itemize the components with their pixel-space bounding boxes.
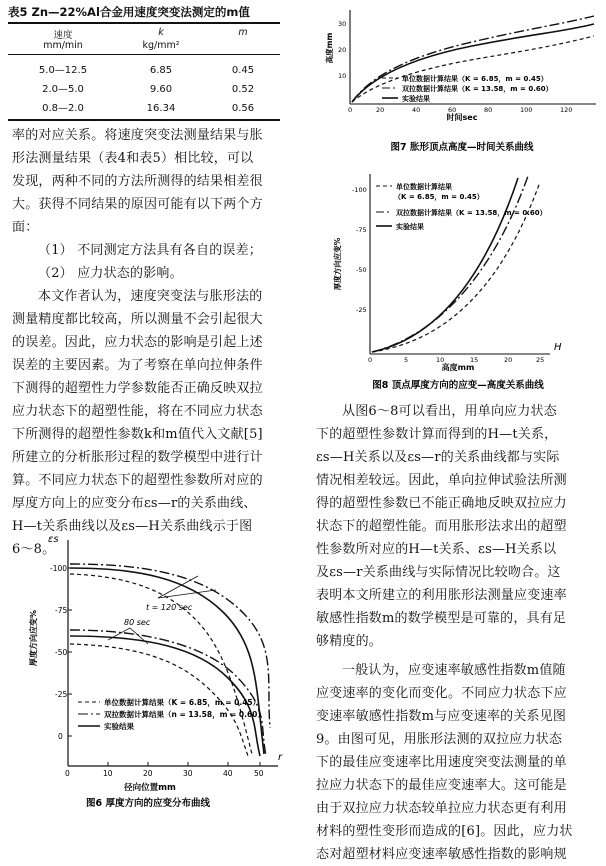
- table-rule-top: [8, 22, 280, 24]
- svg-text:60: 60: [448, 106, 457, 114]
- fig6-caption: 图6 厚度方向的应变分布曲线: [86, 798, 210, 809]
- fig8-legend-item: 双拉数据计算结果（K = 13.58，m = 0.60）: [396, 209, 547, 217]
- svg-text:5: 5: [404, 356, 409, 364]
- svg-text:0: 0: [348, 106, 353, 114]
- svg-text:40: 40: [412, 106, 421, 114]
- svg-text:20: 20: [143, 769, 153, 778]
- right-paragraphs: [316, 400, 600, 866]
- table-header-m: m: [238, 27, 248, 38]
- text-line: 9。由图可见，用胀形法测的双拉应力状态: [316, 732, 563, 747]
- fig6-curve-uniaxial-120: [70, 574, 252, 754]
- svg-text:10: 10: [103, 769, 113, 778]
- text-line: εs—H关系以及εs—r的关系曲线都与实际: [316, 450, 560, 465]
- svg-text:0: 0: [65, 769, 70, 778]
- figure-7: [312, 4, 600, 156]
- fig6-ylabel: 厚度方向应变%: [29, 609, 38, 667]
- fig6-y-symbol: εs: [48, 534, 59, 545]
- text-line: 情况相差较远。因此，单向拉伸试验法所测: [316, 473, 567, 488]
- fig7-legend-item: 实验结果: [402, 95, 430, 103]
- text-line: 下测得的超塑性力学参数能否正确反映双拉: [12, 381, 263, 396]
- text-line: 厚度方向上的应变分布εs—r的关系曲线、: [12, 496, 257, 511]
- fig7-legend-item: 双拉数据计算结果（K = 13.58，m = 0.60）: [402, 85, 553, 93]
- text-line: 下的最佳应变速率比用速度突变法测量的单: [316, 755, 567, 770]
- svg-text:-75: -75: [356, 226, 367, 234]
- table5-title: 表5 Zn—22%Al合金用速度突变法测定的m值: [8, 5, 250, 19]
- fig8-y-ticks: [352, 186, 367, 314]
- svg-text:20: 20: [338, 46, 347, 54]
- text-line: 发现，两种不同的方法所测得的结果相差很: [12, 174, 263, 189]
- left-paragraph-1: [12, 124, 294, 561]
- fig8-curve-exp: [372, 178, 518, 352]
- fig7-caption: 图7 胀形顶点高度—时间关系曲线: [390, 142, 534, 153]
- fig7-xlabel: 时间sec: [446, 113, 478, 122]
- fig6-curve-exp-80: [70, 636, 260, 756]
- text-line: 性参数所对应的H—t关系、εs—H关系以: [316, 542, 557, 557]
- text-line: 变速率敏感性指数m与应变速率的关系见图: [316, 709, 567, 724]
- svg-text:30: 30: [338, 20, 347, 28]
- text-line: 面：: [12, 220, 39, 235]
- text-line: 材料的塑性变形而造成的[6]。因此，应力状: [316, 824, 573, 839]
- svg-text:-25: -25: [356, 306, 367, 314]
- text-line: 拉应力状态下的最佳应变速率大。这可能是: [316, 778, 567, 793]
- text-line: 及εs—r关系曲线与实际情况比较吻合。这: [316, 565, 561, 580]
- fig8-caption: 图8 顶点厚度方向的应变—高度关系曲线: [372, 380, 544, 391]
- table-header-k-unit: kg/mm²: [142, 40, 180, 51]
- text-line: 形法测量结果（表4和表5）相比较，可以: [12, 151, 254, 166]
- table-cell: 9.60: [149, 84, 173, 95]
- list-item-1: （1） 不同测定方法具有各自的误差；: [38, 243, 263, 258]
- fig8-curve-uniaxial: [372, 182, 540, 352]
- list-item-2: （2） 应力状态的影响。: [38, 266, 183, 281]
- table-cell: 5.0—12.5: [38, 65, 88, 76]
- text-line: 所建立的分析胀形过程的数学模型中进行计: [12, 450, 263, 465]
- text-line: 应变速率的变化而变化。不同应力状态下应: [316, 686, 567, 701]
- fig8-legend-item: 实验结果: [396, 223, 424, 231]
- svg-text:-50: -50: [356, 266, 367, 274]
- fig8-curve-biaxial: [372, 176, 528, 352]
- table-cell: 0.56: [231, 103, 255, 114]
- svg-text:50: 50: [254, 769, 264, 778]
- text-line: 下的超塑性参数计算而得到的H—t关系，: [316, 427, 558, 442]
- svg-text:0: 0: [368, 356, 373, 364]
- text-line: 6～8。: [12, 542, 56, 557]
- svg-text:120: 120: [560, 106, 573, 114]
- text-line: 得的超塑性参数已不能正确地反映双拉应力: [316, 496, 567, 511]
- table-cell: 6.85: [149, 65, 173, 76]
- fig8-legend: [376, 182, 547, 231]
- text-line: 状态下的超塑性能。而用胀形法求出的超塑: [316, 519, 567, 534]
- text-line: 一般认为，应变速率敏感性指数m值随: [342, 663, 566, 678]
- svg-text:40: 40: [223, 769, 233, 778]
- table-cell: 0.45: [231, 65, 255, 76]
- svg-text:-75: -75: [55, 606, 68, 615]
- fig6-x-symbol: r: [278, 752, 283, 763]
- svg-text:20: 20: [376, 106, 385, 114]
- fig7-legend: [382, 74, 553, 103]
- text-line: 大。获得不同结果的原因可能有以下两个方: [12, 197, 263, 212]
- fig6-legend-item: 实验结果: [104, 722, 134, 731]
- svg-text:30: 30: [183, 769, 193, 778]
- svg-text:25: 25: [536, 356, 545, 364]
- svg-text:-50: -50: [55, 648, 68, 657]
- text-line: H—t关系曲线以及εs—H关系曲线示于图: [12, 519, 253, 534]
- text-line: 态对超塑材料应变速率敏感性指数的影响规: [316, 847, 567, 862]
- svg-text:15: 15: [470, 356, 479, 364]
- text-line: 的误差。因此，应力状态的影响是引起上述: [12, 335, 263, 350]
- figure-8: [318, 168, 600, 394]
- fig6-legend-item: 双拉数据计算结果（n = 13.58，m = 0.60）: [104, 710, 265, 719]
- table-header-speed: 速度: [53, 30, 73, 41]
- fig8-ylabel: 厚度方向应变%: [333, 237, 342, 291]
- fig6-annotation-80: 80 sec: [124, 618, 151, 627]
- svg-text:80: 80: [484, 106, 493, 114]
- text-line: 本文作者认为，速度突变法与胀形法的: [38, 289, 263, 304]
- text-line: 测量精度都比较高，所以测量不会引起很大: [12, 312, 263, 327]
- table-cell: 0.8—2.0: [42, 103, 84, 114]
- fig6-annotation-t120: t = 120 sec: [146, 603, 193, 612]
- svg-text:10: 10: [338, 72, 347, 80]
- fig8-legend-item: （K = 6.85，m = 0.45）: [394, 193, 484, 201]
- table-cell: 2.0—5.0: [42, 84, 84, 95]
- svg-text:20: 20: [504, 356, 513, 364]
- fig8-x-symbol: H: [554, 342, 562, 353]
- figure-6: [8, 528, 298, 810]
- fig6-legend-item: 单位数据计算结果（K = 6.85，m = 0.45）: [104, 698, 261, 707]
- table-cell: 0.52: [231, 84, 255, 95]
- svg-text:10: 10: [436, 356, 445, 364]
- fig8-legend-item: 单位数据计算结果: [396, 183, 452, 191]
- fig6-x-ticks: [65, 762, 264, 778]
- text-line: 从图6～8可以看出，用单向应力状态: [342, 404, 557, 419]
- fig7-ylabel: 高度mm: [325, 32, 334, 64]
- table-rule-bottom: [8, 119, 280, 121]
- text-line: 算。不同应力状态下的超塑性参数所对应的: [12, 473, 263, 488]
- svg-text:-100: -100: [352, 186, 367, 194]
- table-header-k: k: [158, 27, 164, 38]
- text-line: 率的对应关系。将速度突变法测量结果与胀: [12, 128, 263, 143]
- fig6-curve-biaxial-80: [70, 630, 266, 756]
- fig7-y-ticks: [338, 20, 346, 80]
- fig6-xlabel: 径向位置mm: [124, 783, 176, 793]
- text-line: 表明本文所建立的利用胀形法测量应变速率: [316, 588, 567, 603]
- text-line: 误差的主要因素。为了考察在单向拉伸条件: [12, 358, 263, 373]
- table-header-speed-unit: mm/min: [43, 40, 83, 51]
- svg-text:100: 100: [520, 106, 533, 114]
- text-line: 由于双拉应力状态较单拉应力状态更有利用: [316, 801, 567, 816]
- svg-text:-100: -100: [50, 564, 68, 573]
- text-line: 下所测得的超塑性参数k和m值代入文献[5]: [12, 427, 263, 442]
- text-line: 够精度的。: [316, 634, 383, 649]
- svg-text:0: 0: [58, 732, 63, 741]
- fig7-legend-item: 单位数据计算结果（K = 6.85，m = 0.45）: [402, 75, 548, 83]
- text-line: 应力状态下的超塑性能，将在不同应力状态: [12, 404, 263, 419]
- text-line: 敏感性指数m的数学模型是可靠的，具有足: [316, 611, 567, 626]
- svg-text:-25: -25: [55, 690, 68, 699]
- fig6-y-ticks: [50, 564, 72, 741]
- fig8-xlabel: 高度mm: [441, 363, 475, 372]
- table-rule-mid: [8, 54, 280, 55]
- table-cell: 16.34: [146, 103, 176, 114]
